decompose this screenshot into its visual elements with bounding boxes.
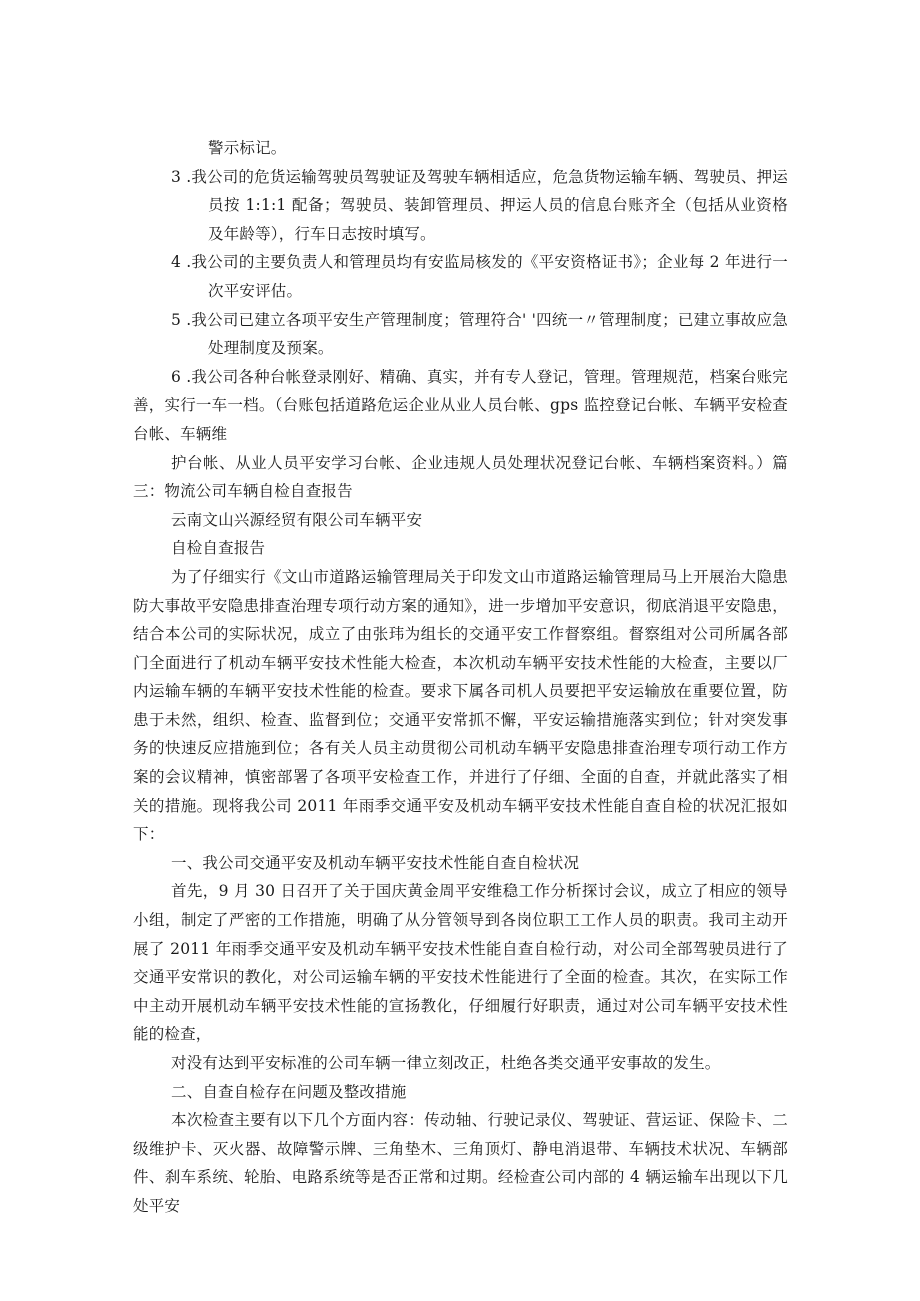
paragraph-section-1-cont: 对没有达到平安标准的公司车辆一律立刻改正，杜绝各类交通平安事故的发生。 (171, 1054, 721, 1072)
section-heading-2: 二、自查自检存在问题及整改措施 (171, 1082, 407, 1101)
list-item-4: 4 .我公司的主要负责人和管理员均有安监局核发的《平安资格证书》；企业每 2 年进行一次平安评估。 (171, 253, 788, 300)
paragraph-ledger: 护台帐、从业人员平安学习台帐、企业违规人员处理状况登记台帐、车辆档案资料。）篇三：物流公司车辆自检自查报告 (133, 453, 788, 501)
report-company-title: 云南文山兴源经贸有限公司车辆平安 (171, 510, 423, 529)
section-heading-1: 一、我公司交通平安及机动车辆平安技术性能自查自检状况 (171, 853, 580, 872)
document-body (133, 134, 788, 1221)
list-item-6: 6 .我公司各种台帐登录刚好、精确、真实，并有专人登记，管理。管理规范，档案台账完善，实行一车一档。（台账包括道路危运企业从业人员台帐、gps 监控登记台帐、车辆平安检查台帐、车辆维 (133, 367, 788, 443)
paragraph-intro: 为了仔细实行《文山市道路运输管理局关于印发文山市道路运输管理局马上开展治大隐患防大事故平安隐患排查治理专项行动方案的通知》，进一步增加平安意识，彻底消退平安隐患，结合本公司的实际状况，成立了由张玮为组长的交通平安工作督察组。督察组对公司所属各部门全面进行了机动车辆平安技术性能大检查，本次机动车辆平安技术性能的大检查，主要以厂内运输车辆的车辆平安技术性能的检查。要求下属各司机人员要把平安运输放在重要位置，防患于未然，组织、检查、监督到位；交通平安常抓不懈，平安运输措施落实到位；针对突发事务的快速反应措施到位；各有关人员主动贯彻公司机动车辆平安隐患排查治理专项行动工作方案的会议精神，慎密部署了各项平安检查工作，并进行了仔细、全面的自查，并就此落实了相关的措施。现将我公司 2011 年雨季交通平安及机动车辆平安技术性能自查自检的状况汇报如下： (133, 567, 788, 844)
paragraph-section-1: 首先，9 月 30 日召开了关于国庆黄金周平安维稳工作分析探讨会议，成立了相应的领导小组，制定了严密的工作措施，明确了从分管领导到各岗位职工工作人员的职责。我司主动开展了 2011 年雨季交通平安及机动车辆平安技术性能自查自检行动，对公司全部驾驶员进行了交通平安常识的教化，对公司运输车辆的平安技术性能进行了全面的检查。其次，在实际工作中主动开展机动车辆平安技术性能的宣扬教化，仔细履行好职责，通过对公司车辆平安技术性能的检查， (133, 882, 788, 1044)
list-item-5: 5 .我公司已建立各项平安生产管理制度；管理符合' '四统一〃管理制度；已建立事故应急处理制度及预案。 (171, 310, 788, 358)
list-item-3: 3 .我公司的危货运输驾驶员驾驶证及驾驶车辆相适应，危急货物运输车辆、驾驶员、押运员按 1:1:1 配备；驾驶员、装卸管理员、押运人员的信息台账齐全（包括从业资格及年龄等），行车日志按时填写。 (171, 167, 788, 243)
paragraph-section-2: 本次检查主要有以下几个方面内容：传动轴、行驶记录仪、驾驶证、营运证、保险卡、二级维护卡、灭火器、故障警示牌、三角垫木、三角顶灯、静电消退带、车辆技术状况、车辆部件、刹车系统、轮胎、电路系统等是否正常和过期。经检查公司内部的 4 辆运输车出现以下几处平安 (133, 1111, 788, 1215)
report-title: 自检自查报告 (171, 539, 266, 558)
paragraph-continued: 警示标记。 (208, 139, 287, 157)
